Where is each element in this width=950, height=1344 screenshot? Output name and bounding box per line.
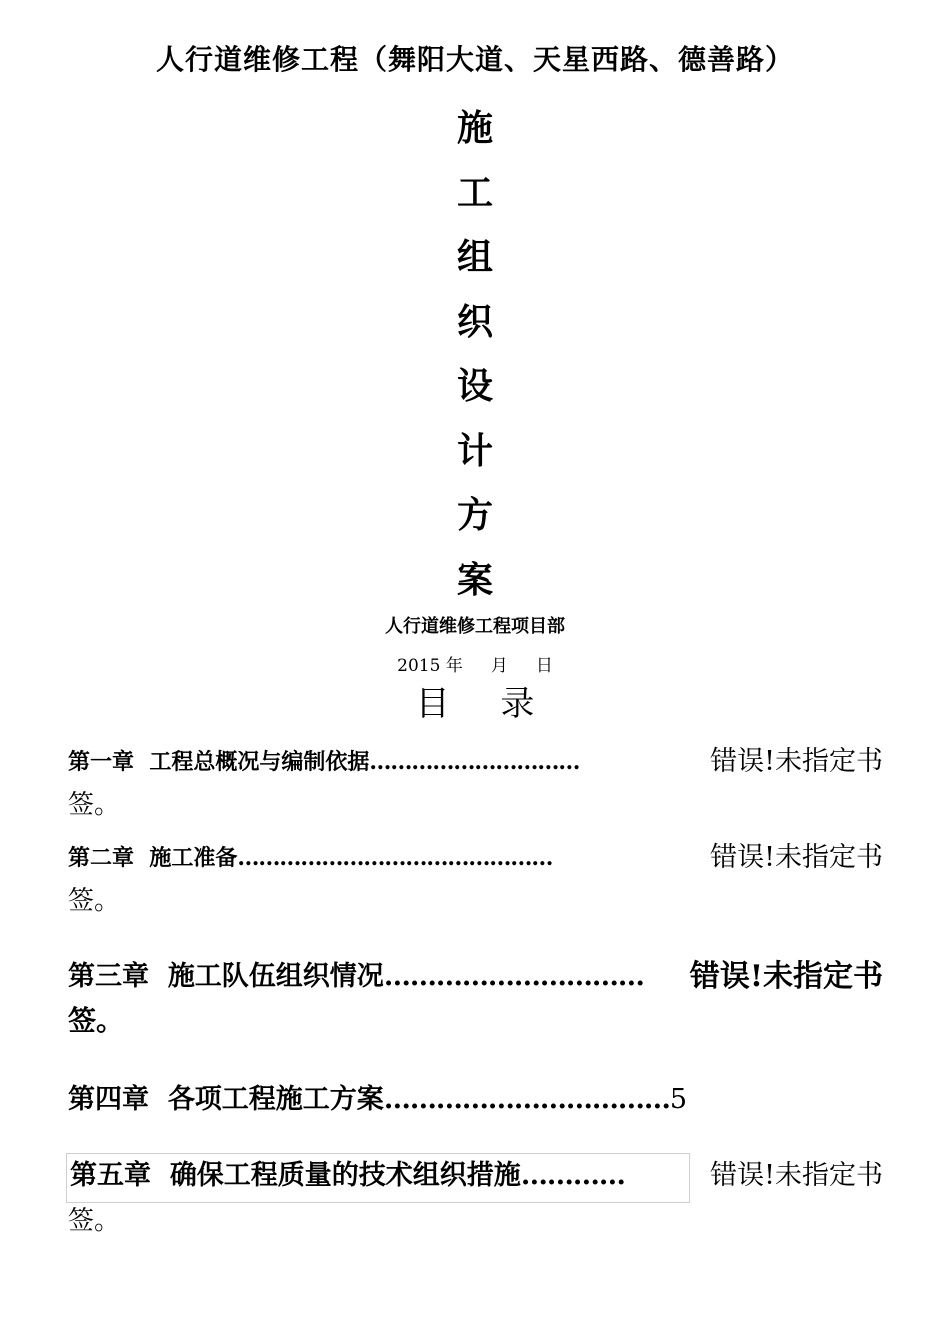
toc-chapter-number: 第三章 xyxy=(68,961,149,992)
toc-page-ref: 错误!未指定书 xyxy=(689,959,883,994)
toc-dot-leader: ……………………………………… xyxy=(237,845,553,871)
date-month: 月 xyxy=(490,656,508,676)
title-char: 设 xyxy=(456,365,493,407)
project-title: 人行道维修工程（舞阳大道、天星西路、德善路） xyxy=(155,43,794,76)
toc-page-ref: 错误!未指定书 xyxy=(710,746,883,777)
toc-dot-leader: …………………………… xyxy=(383,1084,670,1115)
toc-entry-label xyxy=(68,954,644,993)
title-char: 施 xyxy=(456,107,493,149)
toc-dot-leader: ………………………… xyxy=(369,749,580,775)
toc-chapter-number: 第五章 xyxy=(70,1160,151,1191)
toc-chapter-title: 施工队伍组织情况 xyxy=(167,961,384,992)
toc-page-ref-tail: 签。 xyxy=(68,1004,125,1037)
toc-entry-label xyxy=(68,841,552,872)
toc-entry-label xyxy=(68,745,579,776)
toc-page-ref: 错误!未指定书 xyxy=(710,1160,883,1191)
toc-chapter-title: 确保工程质量的技术组织措施 xyxy=(169,1160,521,1191)
toc-chapter-title: 工程总概况与编制依据 xyxy=(149,749,370,775)
toc-entry-chapter-1[interactable] xyxy=(68,738,883,821)
title-char: 计 xyxy=(456,429,493,472)
toc-page-ref-tail: 签。 xyxy=(68,886,121,916)
title-char: 案 xyxy=(456,558,493,601)
document-date xyxy=(0,651,950,676)
toc-entry-chapter-2[interactable] xyxy=(68,834,883,917)
toc-page-ref: 错误!未指定书 xyxy=(710,842,883,873)
toc-entry-label xyxy=(70,1153,625,1192)
title-char: 工 xyxy=(456,171,493,214)
title-char: 组 xyxy=(456,236,493,278)
date-day: 日 xyxy=(535,656,553,676)
toc-entry-chapter-3[interactable] xyxy=(68,953,883,1039)
title-char: 织 xyxy=(456,300,493,343)
toc-chapter-number: 第二章 xyxy=(68,845,135,871)
toc-chapter-title: 各项工程施工方案 xyxy=(167,1084,384,1115)
date-year: 2015 年 xyxy=(397,656,463,676)
toc-heading: 目 录 xyxy=(415,684,555,724)
toc-chapter-number: 第四章 xyxy=(68,1084,149,1115)
toc-page-ref-tail: 签。 xyxy=(68,1206,121,1236)
toc-page-ref-tail: 签。 xyxy=(68,790,121,820)
toc-chapter-title: 施工准备 xyxy=(149,845,238,871)
toc-page-number: 5 xyxy=(669,1084,687,1115)
toc-entry-label xyxy=(68,1077,687,1116)
toc-dot-leader: ………………………… xyxy=(383,961,644,992)
toc-entry-chapter-4[interactable] xyxy=(68,1078,883,1122)
vertical-document-title xyxy=(0,96,950,612)
toc-entry-chapter-5[interactable] xyxy=(68,1152,883,1237)
title-char: 方 xyxy=(456,494,493,536)
department-name: 人行道维修工程项目部 xyxy=(385,616,565,637)
toc-chapter-number: 第一章 xyxy=(68,749,135,775)
toc-dot-leader: ………… xyxy=(520,1160,625,1191)
